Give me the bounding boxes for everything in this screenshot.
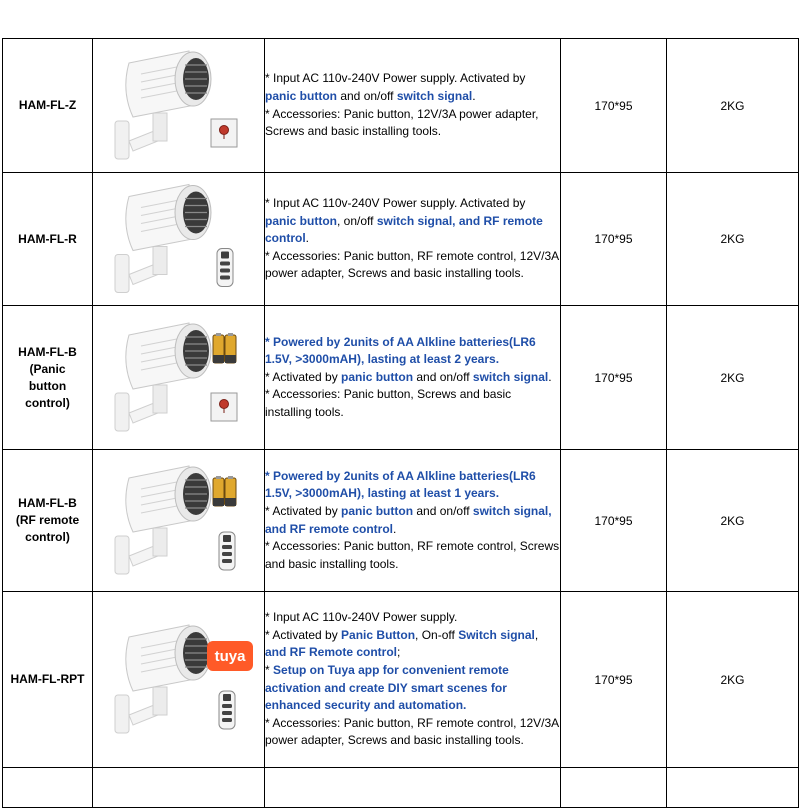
- table-row: [3, 173, 799, 306]
- description-text: * Accessories: Panic button, RF remote control, 12V/3A power adapter, Screws and basic installing tools.: [265, 248, 559, 281]
- description-text: .: [305, 231, 310, 246]
- empty-cell: [667, 768, 799, 808]
- table-row: [3, 450, 799, 592]
- description-text: .: [393, 521, 397, 536]
- highlight-text: * Powered by 2units of AA Alkline batteries(LR6 1.5V, >3000mAH), lasting at least 2 years.: [265, 334, 536, 367]
- description-line: [265, 503, 560, 538]
- description-text: , On-off: [415, 627, 459, 642]
- weight-cell: 2KG: [667, 450, 799, 592]
- product-spec-table: [2, 38, 799, 808]
- highlight-text: panic button: [341, 369, 414, 384]
- description-text: , on/off: [337, 213, 377, 228]
- highlight-text: switch signal: [472, 369, 549, 384]
- description-line: [265, 468, 560, 503]
- description-text: ;: [397, 645, 401, 660]
- highlight-text: Switch signal: [458, 627, 535, 642]
- description-line: [265, 627, 560, 662]
- rf-remote-icon: [217, 249, 233, 287]
- model-variant: control): [25, 395, 70, 410]
- description-text: * Accessories: Panic button, 12V/3A power adapter, Screws and basic installing tools.: [265, 106, 539, 139]
- tuya-logo-text: tuya: [214, 648, 246, 665]
- weight-cell: 2KG: [667, 306, 799, 450]
- description-line: [265, 662, 560, 715]
- model-variant: control): [25, 530, 70, 544]
- product-illustration: [93, 450, 263, 592]
- description-text: * Activated by: [265, 627, 342, 642]
- model-cell: [3, 39, 93, 173]
- model-cell: [3, 306, 93, 450]
- weight-cell: 2KG: [667, 39, 799, 173]
- product-illustration: [93, 592, 263, 768]
- highlight-text: switch signal, and RF remote control: [265, 503, 552, 536]
- description-line: [265, 106, 560, 141]
- model-cell: [3, 592, 93, 768]
- description-text: * Accessories: Panic button, Screws and basic installing tools.: [265, 387, 512, 419]
- description-text: * Input AC 110v-240V Power supply.: [265, 610, 458, 625]
- siren-strobe-icon: [115, 185, 211, 293]
- description-text: * Activated by: [265, 369, 342, 384]
- description-text: *: [265, 662, 274, 677]
- tuya-logo-icon: [207, 641, 253, 671]
- description-line: [265, 334, 560, 369]
- model-name: HAM-FL-RPT: [10, 672, 85, 686]
- description-text: * Input AC 110v-240V Power supply. Activated by: [265, 196, 526, 211]
- empty-cell: [3, 768, 93, 808]
- description-text: ,: [534, 627, 539, 642]
- weight-cell: 2KG: [667, 173, 799, 306]
- product-image-cell: [93, 39, 265, 173]
- product-illustration: [93, 173, 263, 306]
- model-name: HAM-FL-R: [18, 231, 77, 246]
- description-line: [265, 248, 560, 283]
- size-cell: 170*95: [561, 39, 667, 173]
- rf-remote-icon: [219, 691, 235, 729]
- empty-cell: [265, 768, 561, 808]
- product-illustration: [93, 306, 263, 450]
- weight-cell: 2KG: [667, 592, 799, 768]
- description-text: and on/off: [337, 88, 397, 103]
- model-variant: (RF remote: [15, 513, 80, 527]
- description-line: [265, 715, 560, 750]
- table-row: [3, 768, 799, 808]
- description-line: [265, 609, 560, 627]
- size-cell: 170*95: [561, 592, 667, 768]
- description-cell: [265, 450, 561, 592]
- product-image-cell: [93, 592, 265, 768]
- description-cell: [265, 592, 561, 768]
- table-row: [3, 592, 799, 768]
- description-text: * Accessories: Panic button, RF remote control, 12V/3A power adapter, Screws and basic installing tools.: [265, 715, 559, 748]
- highlight-text: panic button: [265, 213, 337, 228]
- product-illustration: [93, 39, 263, 173]
- highlight-text: * Powered by 2units of AA Alkline batteries(LR6 1.5V, >3000mAH), lasting at least 1 years.: [265, 468, 536, 501]
- siren-strobe-icon: [115, 625, 211, 733]
- product-image-cell: [93, 450, 265, 592]
- model-cell: [3, 450, 93, 592]
- table-row: [3, 306, 799, 450]
- model-variant: button: [28, 378, 67, 393]
- highlight-text: Panic Button: [341, 627, 416, 642]
- siren-strobe-icon: [115, 323, 211, 431]
- battery-icon: [213, 333, 236, 363]
- empty-cell: [561, 768, 667, 808]
- size-cell: 170*95: [561, 450, 667, 592]
- description-text: * Input AC 110v-240V Power supply. Activated by: [265, 71, 526, 86]
- description-text: and on/off: [413, 503, 473, 518]
- rf-remote-icon: [219, 532, 235, 570]
- size-cell: 170*95: [561, 306, 667, 450]
- highlight-text: panic button: [341, 503, 414, 518]
- model-name: HAM-FL-B: [18, 344, 77, 359]
- description-text: * Activated by: [265, 503, 342, 518]
- description-text: .: [548, 369, 552, 384]
- model-variant: (Panic: [29, 361, 66, 376]
- highlight-text: switch signal: [396, 88, 473, 103]
- model-name: HAM-FL-Z: [18, 98, 77, 112]
- panic-button-icon: [211, 393, 237, 421]
- table-row: [3, 39, 799, 173]
- model-cell: [3, 173, 93, 306]
- battery-icon: [213, 476, 236, 506]
- description-cell: [265, 39, 561, 173]
- description-cell: [265, 173, 561, 306]
- highlight-text: Setup on Tuya app for convenient remote activation and create DIY smart scenes for enhanced security and automation.: [265, 662, 509, 713]
- siren-strobe-icon: [115, 51, 211, 159]
- product-image-cell: [93, 173, 265, 306]
- description-text: * Accessories: Panic button, RF remote control, Screws and basic installing tools.: [265, 539, 560, 571]
- description-text: and on/off: [413, 369, 473, 384]
- highlight-text: and RF Remote control: [265, 645, 398, 660]
- description-text: .: [472, 88, 476, 103]
- panic-button-icon: [211, 119, 237, 147]
- description-line: [265, 538, 560, 573]
- product-image-cell: [93, 306, 265, 450]
- highlight-text: switch signal, and RF remote control: [265, 213, 543, 246]
- description-cell: [265, 306, 561, 450]
- highlight-text: panic button: [265, 88, 337, 103]
- siren-strobe-icon: [115, 466, 211, 574]
- description-line: [265, 369, 560, 387]
- model-name: HAM-FL-B: [18, 496, 77, 510]
- description-line: [265, 195, 560, 248]
- size-cell: 170*95: [561, 173, 667, 306]
- empty-cell: [93, 768, 265, 808]
- description-line: [265, 386, 560, 421]
- description-line: [265, 70, 560, 105]
